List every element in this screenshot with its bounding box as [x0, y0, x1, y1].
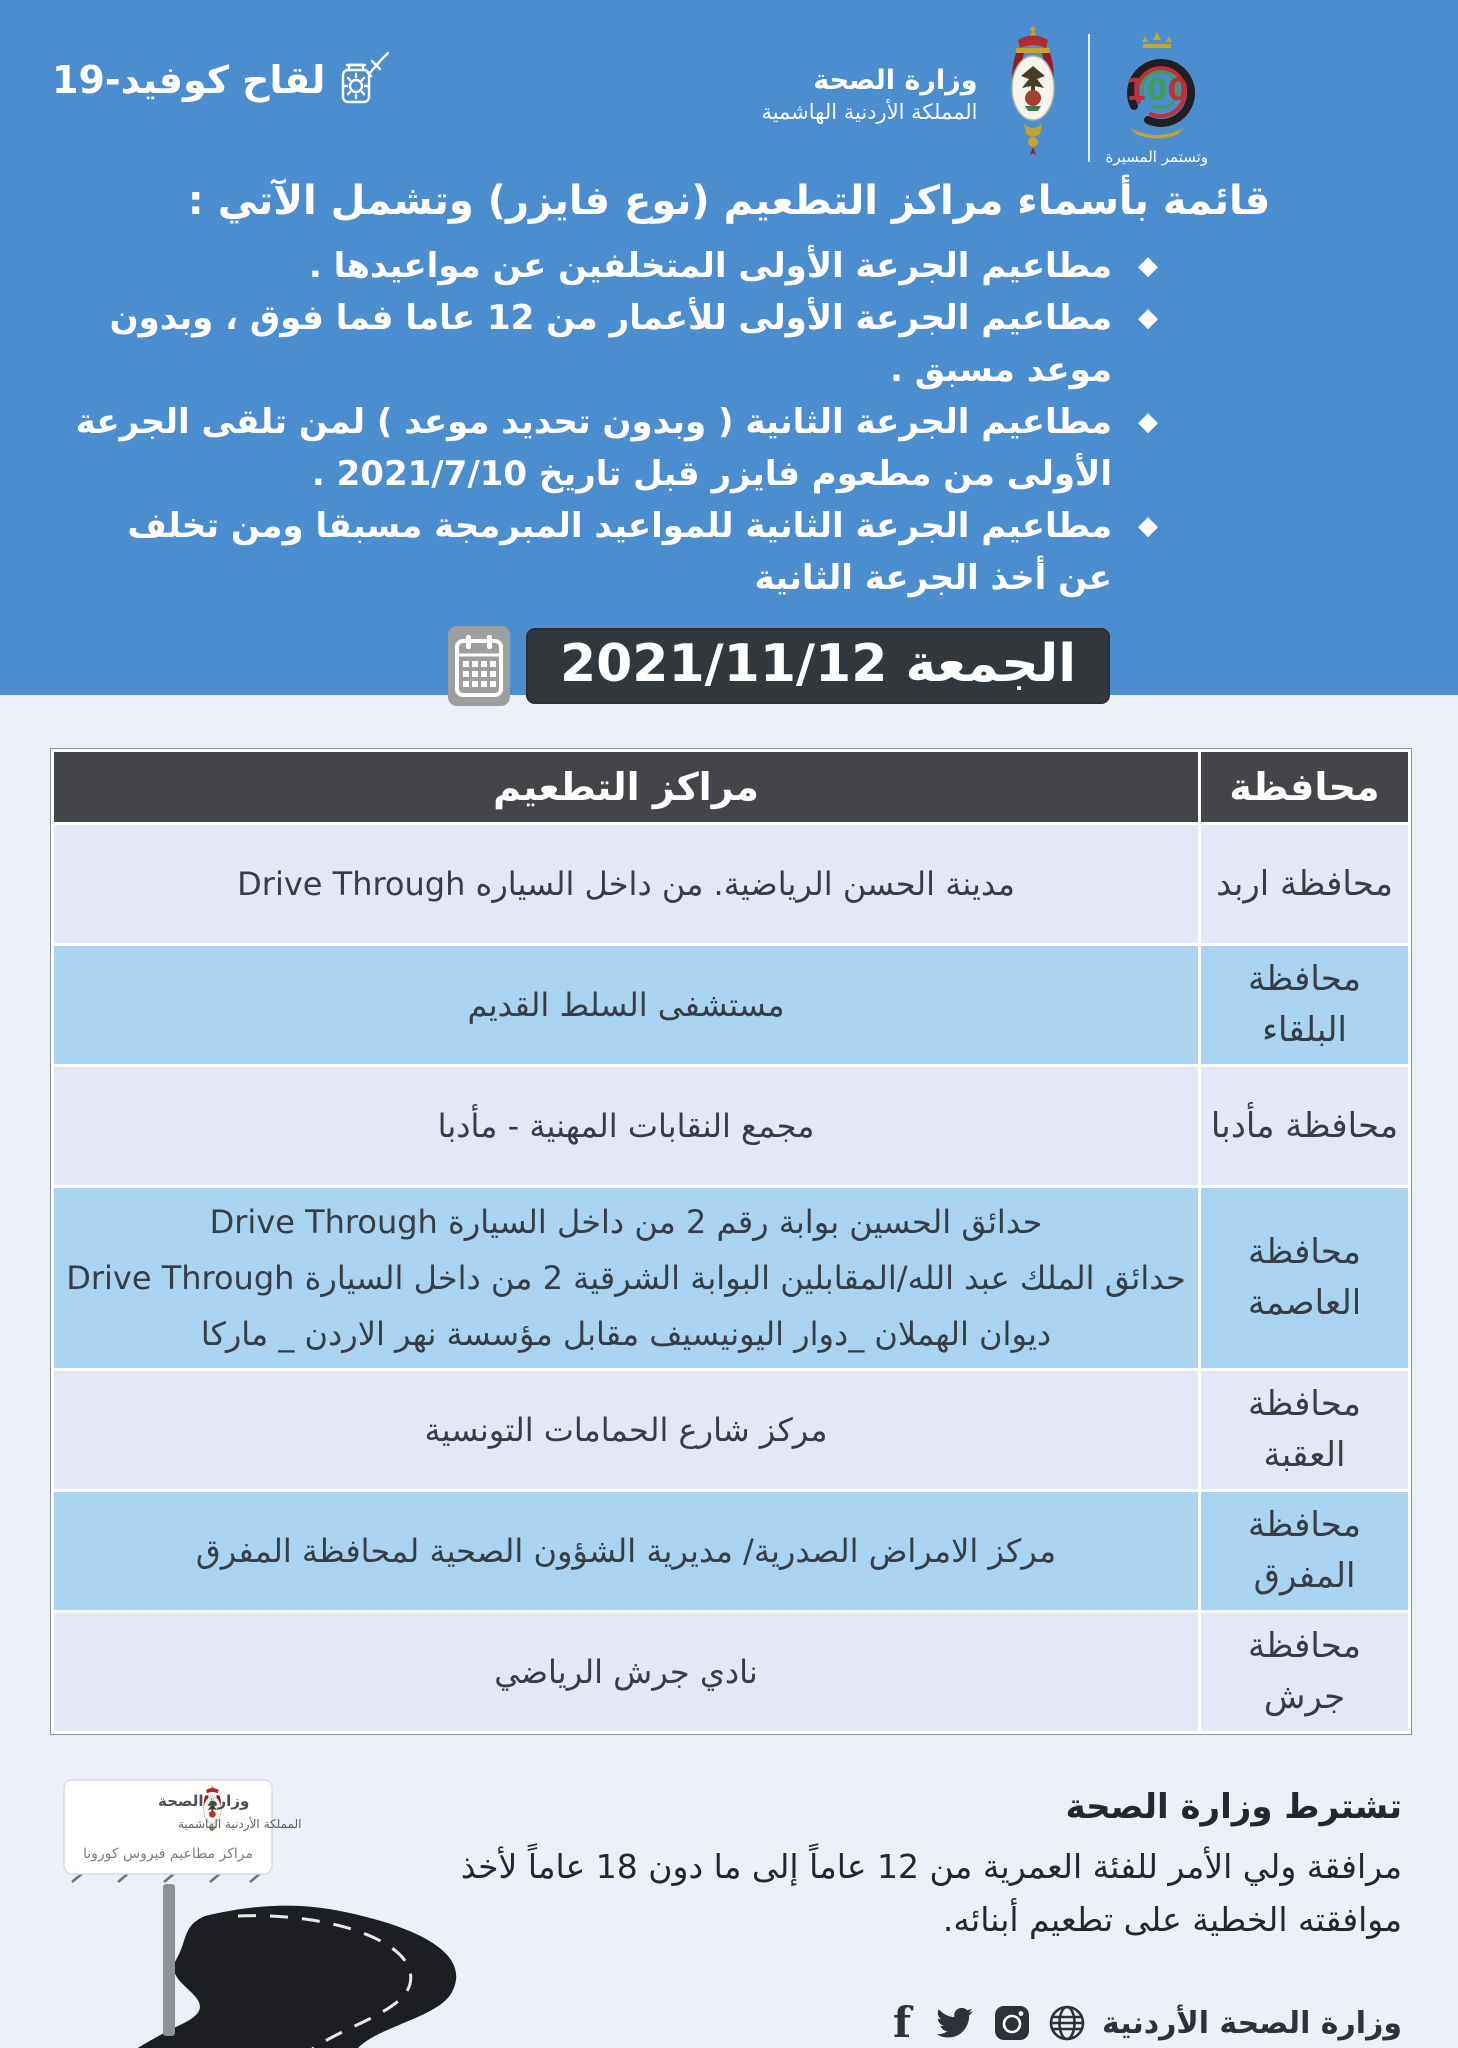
center-line: مركز الامراض الصدرية/ مديرية الشؤون الصحية لمحافظة المفرق: [195, 1532, 1057, 1570]
svg-text:100: 100: [1125, 73, 1189, 108]
bullet-item: ◆ مطاعيم الجرعة الأولى للأعمار من 12 عاما فما فوق ، وبدون موعد مسبق .: [70, 292, 1112, 396]
centers-cell: [54, 946, 1198, 1064]
centers-table-section: [50, 748, 1412, 1735]
governorate-cell: محافظة اربد: [1201, 825, 1408, 943]
date-banner: الجمعة 2021/11/12: [526, 628, 1110, 704]
bottom-section: [0, 1735, 1458, 2048]
table-row: [54, 1492, 1408, 1610]
billboard-ministry-name: وزارة الصحة: [158, 1792, 250, 1810]
table-row: [54, 1067, 1408, 1185]
governorate-cell: محافظة العقبة: [1201, 1371, 1408, 1489]
governorate-cell: محافظة المفرق: [1201, 1492, 1408, 1610]
page-title: قائمة بأسماء مراكز التطعيم (نوع فايزر) وتشمل الآتي :: [187, 178, 1271, 224]
table-row: [54, 1371, 1408, 1489]
governorate-cell: محافظة العاصمة: [1201, 1188, 1408, 1368]
center-line: نادي جرش الرياضي: [494, 1653, 758, 1691]
center-line: مجمع النقابات المهنية - مأدبا: [437, 1107, 815, 1145]
vaccine-syringe-icon: [339, 48, 391, 112]
governorate-cell: محافظة جرش: [1201, 1613, 1408, 1731]
centennial-logo: [1106, 28, 1209, 166]
centers-cell: [54, 1492, 1198, 1610]
table-row: [54, 1188, 1408, 1368]
centers-cell: [54, 1613, 1198, 1731]
centers-cell: [54, 1188, 1198, 1368]
centennial-caption: وتستمر المسيرة: [1105, 148, 1208, 166]
center-line: مركز شارع الحمامات التونسية: [424, 1411, 828, 1449]
road-billboard-illustration: [0, 1744, 500, 2048]
centers-column-header: مراكز التطعيم: [54, 752, 1198, 822]
calendar-icon: [448, 626, 510, 706]
date-row: [50, 626, 1458, 706]
ministry-title-block: [761, 64, 977, 127]
table-header-row: [54, 752, 1408, 822]
center-line: حدائق الملك عبد الله/المقابلين البوابة الشرقية 2 من داخل السيارة Drive Through: [66, 1259, 1186, 1297]
bullet-item: ◆ مطاعيم الجرعة الثانية ( وبدون تحديد موعد ) لمن تلقى الجرعة الأولى من مطعوم فايزر قبل تاريخ 2021/7/10 .: [70, 396, 1112, 500]
vaccination-centers-table: [50, 748, 1412, 1735]
hero-header: [0, 0, 1458, 695]
covid-label: لقاح كوفيد-19: [52, 58, 326, 102]
government-brand-cluster: [761, 26, 1208, 166]
billboard-kingdom-name: المملكة الأردنية الهاشمية: [178, 1817, 302, 1831]
table-row: [54, 825, 1408, 943]
governorate-cell: محافظة البلقاء: [1201, 946, 1408, 1064]
instagram-icon[interactable]: [992, 2003, 1032, 2043]
center-line: مستشفى السلط القديم: [467, 986, 785, 1024]
social-footer: [882, 1998, 1402, 2047]
governorate-cell: محافظة مأدبا: [1201, 1067, 1408, 1185]
globe-icon[interactable]: [1047, 2003, 1087, 2043]
conditions-heading: تشترط وزارة الصحة: [1065, 1787, 1402, 1827]
hero-bullet-list: [70, 240, 1158, 604]
centers-cell: [54, 1371, 1198, 1489]
center-line: ديوان الهملان _دوار اليونيسيف مقابل مؤسسة نهر الاردن _ ماركا: [200, 1315, 1052, 1353]
ministry-name: وزارة الصحة: [813, 65, 978, 96]
table-row: [54, 1613, 1408, 1731]
bullet-item: ◆ مطاعيم الجرعة الأولى المتخلفين عن مواعيدها .: [70, 240, 1112, 292]
bullet-item: ◆ مطاعيم الجرعة الثانية للمواعيد المبرمجة مسبقا ومن تخلف عن أخذ الجرعة الثانية: [70, 500, 1112, 604]
covid-vaccine-brand: [52, 48, 391, 112]
conditions-note: [442, 1787, 1402, 1947]
footer-ministry-label: وزارة الصحة الأردنية: [1102, 2005, 1402, 2041]
center-line: مدينة الحسن الرياضية. من داخل السياره Drive Through: [237, 865, 1015, 903]
conditions-body: مرافقة ولي الأمر للفئة العمرية من 12 عاماً إلى ما دون 18 عاماً لأخذ موافقته الخطية على تطعيم أبنائه.: [460, 1847, 1402, 1939]
facebook-icon[interactable]: f: [892, 1998, 912, 2047]
table-row: [54, 946, 1408, 1064]
billboard-caption: مراكز مطاعيم فيروس كورونا: [82, 1846, 254, 1862]
center-line: حدائق الحسين بوابة رقم 2 من داخل السيارة Drive Through: [209, 1203, 1043, 1241]
twitter-icon[interactable]: [937, 2003, 977, 2043]
kingdom-name: المملكة الأردنية الهاشمية: [761, 99, 978, 124]
brand-divider-line: [1088, 34, 1090, 162]
jordan-coat-of-arms-icon: [994, 26, 1072, 166]
centers-cell: [54, 1067, 1198, 1185]
governorate-column-header: محافظة: [1201, 752, 1408, 822]
centers-cell: [54, 825, 1198, 943]
